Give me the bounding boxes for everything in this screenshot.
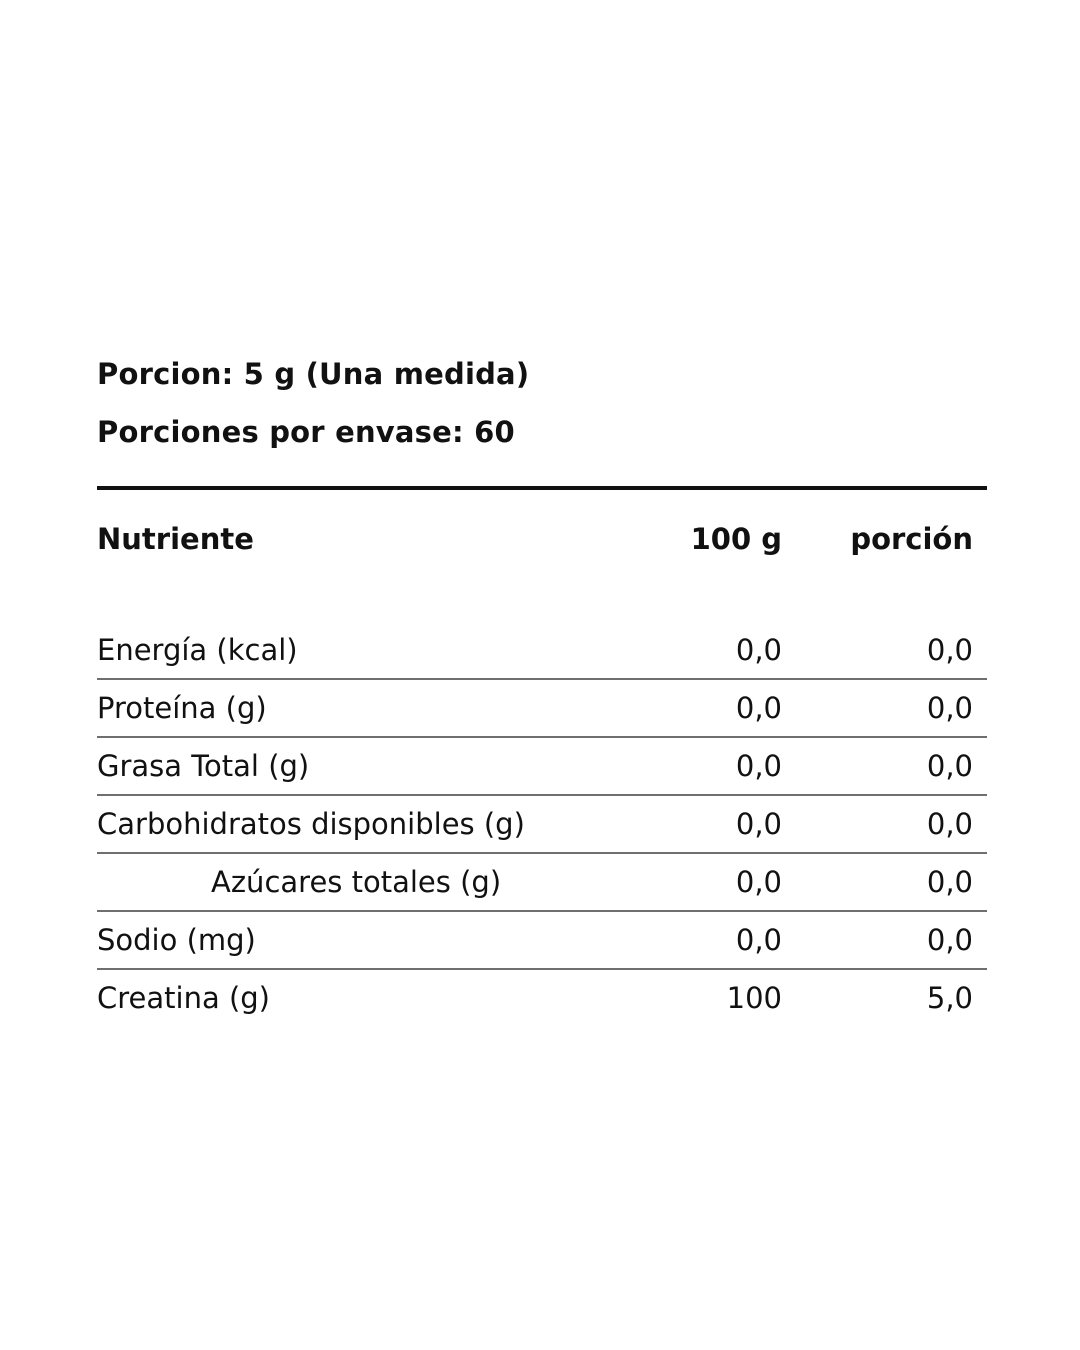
- value-per-portion: 0,0: [782, 911, 987, 969]
- value-per-portion: 0,0: [782, 737, 987, 795]
- value-per-portion: 0,0: [926, 633, 973, 667]
- nutrient-name: Grasa Total (g): [97, 737, 677, 795]
- value-per-100g: 0,0: [677, 795, 782, 853]
- value-per-100g: 0,0: [677, 679, 782, 737]
- value-per-portion: 0,0: [782, 853, 987, 911]
- value-per-100g: 100: [677, 969, 782, 1026]
- nutrient-name: Creatina (g): [97, 969, 677, 1026]
- nutrient-name: Energía (kcal): [97, 633, 298, 667]
- column-header-nutrient: Nutriente: [97, 522, 254, 556]
- nutrient-name-sub: Azúcares totales (g): [97, 853, 677, 911]
- column-header-portion: porción: [850, 522, 973, 556]
- table-row: [97, 911, 987, 969]
- table-row: [97, 795, 987, 853]
- nutrient-name: Carbohidratos disponibles (g): [97, 795, 677, 853]
- value-per-100g: 0,0: [735, 633, 782, 667]
- value-per-portion: 5,0: [782, 969, 987, 1026]
- table-row: [97, 853, 987, 911]
- value-per-100g: 0,0: [677, 853, 782, 911]
- value-per-portion: 0,0: [782, 795, 987, 853]
- nutrition-facts-panel: [97, 352, 987, 1026]
- nutrient-name: Sodio (mg): [97, 911, 677, 969]
- servings-per-container: Porciones por envase: 60: [97, 415, 515, 449]
- value-per-portion: 0,0: [782, 679, 987, 737]
- nutrient-name: Proteína (g): [97, 679, 677, 737]
- table-row: [97, 679, 987, 737]
- nutrition-table: [97, 490, 987, 1026]
- column-header-100g: 100 g: [690, 522, 782, 556]
- header-spacer: [97, 588, 987, 622]
- serving-size: Porcion: 5 g (Una medida): [97, 357, 530, 391]
- table-header-row: [97, 490, 987, 588]
- table-row: [97, 737, 987, 795]
- value-per-100g: 0,0: [677, 737, 782, 795]
- table-row: [97, 969, 987, 1026]
- value-per-100g: 0,0: [677, 911, 782, 969]
- table-row: [97, 622, 987, 679]
